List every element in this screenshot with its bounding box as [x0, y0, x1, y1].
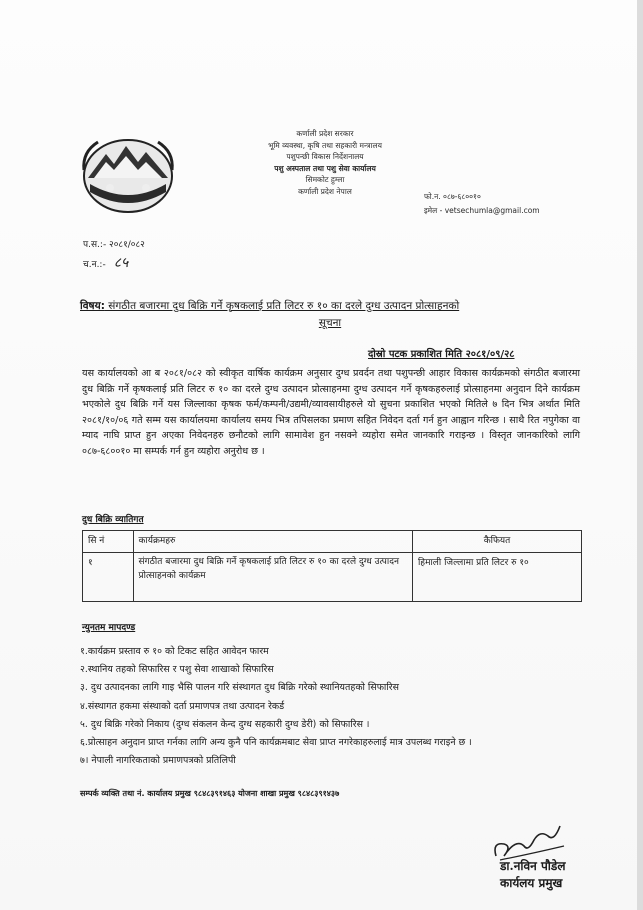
table-row	[83, 553, 582, 602]
sales-section-title: दुध बिक्रि व्यातिगत	[82, 515, 144, 525]
list-item: ७। नेपाली नागरिकताको प्रमाणपत्रको प्रतिलिपी	[80, 755, 236, 767]
cn-label: च.न.:-	[83, 260, 106, 270]
cn-handwritten-value: ८५	[113, 255, 129, 271]
header-line: पशु अस्पताल तथा पशु सेवा कार्यालय	[274, 163, 376, 173]
reference-ps: प.स.:- २०८१/०८२	[83, 240, 145, 250]
reference-cn	[83, 253, 128, 272]
subject	[80, 298, 580, 332]
col-header-program: कार्यक्रमहरु	[133, 531, 412, 553]
signatory-name: डा.नविन पौडेल	[500, 859, 566, 873]
header-line: कर्णाली प्रदेश सरकार	[296, 129, 354, 138]
subject-line-2: सूचना	[318, 317, 342, 329]
header-line: पशुपन्छी विकास निर्देशनालय	[286, 152, 364, 161]
phone-number: फो.न. ०८७-६८००१०	[424, 192, 481, 201]
col-header-remark: कैफियत	[412, 531, 581, 553]
signatory-block	[500, 858, 565, 892]
list-item: ३. दुध उत्पादनका लागि गाइ भैसि पालन गरि संस्थागत दुध बिक्रि गरेको स्थानियतहको सिफारिस	[80, 682, 399, 694]
notice-body: यस कार्यालयको आ ब २०८१/०८२ को स्वीकृत वार्षिक कार्यक्रम अनुसार दुग्ध प्रवर्दन तथा पशुपन्छी आहार विकास कार्यक्रमको संगठीत बजारमा दुध बिक्रि गर्ने कृषकलाई प्रति लिटर रु १० का दरले दुग्ध उत्पादन प्रोत्साहनमा दुग्ध उत्पादन गर्ने कृषकहरुलाई प्रोत्साहनमा अनुदान दिने कार्यक्रम भएकोले दुध बिक्रि गर्ने यस जिल्लाका कृषक फर्म/कम्पनी/उद्यमी/व्यावसायीहरुले यो सुचना प्रकाशित भएको मितिले ७ दिन भित्र अर्थात मिति २०८१/१०/०६ गते सम्म यस कार्यालयमा कार्यालय समय भित्र तपिसलका प्रमाण सहित निवेदन दर्ता गर्न हुन आह्वान गरिन्छ । साथै रित नपुगेका वा म्याद नाघि प्राप्त हुन अएका निवेदनहरु छनौटको लागि सामावेश हुन नसक्ने व्यहोरा समेत जानकारि गराइन्छ । विस्तृत जानकारिको लागि ०८७-६८००१० मा सम्पर्क गर्न हुन व्यहोरा अनुरोध छ ।	[82, 368, 580, 457]
government-emblem-logo	[80, 132, 176, 216]
criteria-section-title: न्युनतम मापदण्ड	[82, 623, 136, 633]
cell-remark: हिमाली जिल्लामा प्रति लिटर रु १०	[412, 553, 581, 602]
list-item: २.स्थानिय तहको सिफारिस र पशु सेवा शाखाको सिफारिस	[80, 664, 274, 676]
header-line: सिमकोट हुम्ला	[305, 175, 345, 184]
header-line: भूमि व्यवस्था, कृषि तथा सहकारी मन्त्रालय	[268, 140, 382, 150]
cell-program: संगठीत बजारमा दुध बिक्रि गर्ने कृषकलाई प्रति लिटर रु १० का दरले दुग्ध उत्पादन प्रोत्साहनको कार्यक्रम	[133, 553, 412, 602]
scan-edge	[637, 0, 643, 910]
contact-persons: सम्पर्क व्यक्ति तथा नं. कार्यालय प्रमुख ९८४८३९१४६३ योजना शाखा प्रमुख ९८४८३९१४३७	[80, 789, 340, 798]
col-header-sn: सि नं	[83, 531, 134, 553]
table-header-row	[83, 531, 582, 553]
program-table	[82, 530, 582, 602]
signatory-title: कार्यलय प्रमुख	[500, 876, 563, 890]
publication-date: दोस्रो पटक प्रकाशित मिति २०८१/०९/२८	[368, 349, 515, 360]
contact-block	[424, 190, 540, 218]
email-address: इमेल - vetsechumla@gmail.com	[424, 206, 540, 215]
subject-line-1: संगठीत बजारमा दुध बिक्रि गर्ने कृषकलाई प्रति लिटर रु १० का दरले दुग्ध उत्पादन प्रोत्साहनको	[104, 300, 460, 312]
subject-label: विषय:	[80, 300, 105, 312]
list-item: ५. दुध बिक्रि गरेको निकाय (दुग्ध संकलन केन्द दुग्ध सहकारी दुग्ध डेरी) को सिफारिस ।	[80, 718, 370, 730]
list-item: ४.संस्थागत हकमा संस्थाको दर्ता प्रमाणपत्र तथा उत्पादन रेकर्ड	[80, 700, 285, 712]
header-line: कर्णाली प्रदेश नेपाल	[298, 186, 352, 196]
criteria-list	[80, 643, 580, 770]
cell-sn: १	[83, 553, 134, 602]
list-item: १.कार्यक्रम प्रस्ताव रु १० को टिकट सहित आवेदन फारम	[80, 646, 269, 657]
list-item: ६.प्रोत्साहन अनुदान प्राप्त गर्नका लागि अन्य कुनै पनि कार्यक्रमबाट सेवा प्राप्त नगरेकाहरुलाई मात्र उपलब्ध गराइने छ ।	[80, 737, 472, 749]
office-header	[245, 128, 405, 197]
